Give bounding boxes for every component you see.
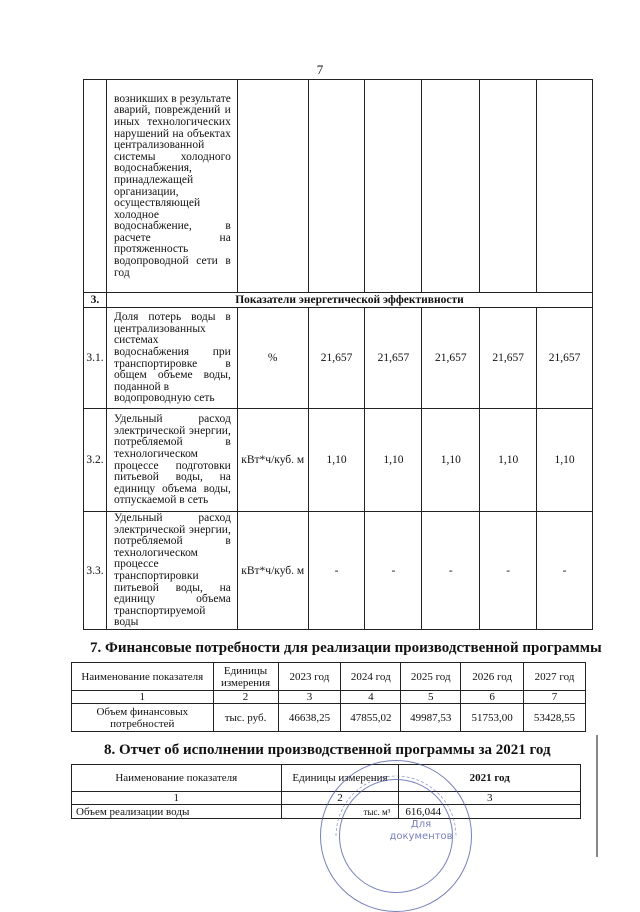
value-cell: 46638,25 <box>278 704 341 732</box>
column-header: 2027 год <box>524 663 586 691</box>
index-cell: 6 <box>461 691 524 704</box>
value-cell: - <box>537 512 593 630</box>
unit-cell: тыс. м³ <box>281 805 399 819</box>
value-cell: 47855,02 <box>341 704 401 732</box>
row-number: 3.3. <box>84 512 107 630</box>
column-header: 2026 год <box>461 663 524 691</box>
value-cell: 21,657 <box>422 308 480 409</box>
index-cell: 1 <box>72 792 282 805</box>
value-cell: 21,657 <box>537 308 593 409</box>
table-row <box>84 409 593 512</box>
table-row <box>72 704 586 732</box>
column-header: Единицы измерения <box>281 765 399 792</box>
value-cell: - <box>480 512 537 630</box>
value-cell: 1,10 <box>422 409 480 512</box>
section-7-heading: 7. Финансовые потребности для реализации производственной программы <box>90 640 602 656</box>
value-cell: 53428,55 <box>524 704 586 732</box>
value-cell: 51753,00 <box>461 704 524 732</box>
scan-edge-mark <box>596 735 598 857</box>
indicator-description: возникших в результате аварий, повреждений и иных технологических нарушений на объектах централизованной системы холодного водоснабжения, принадлежащей организации, осуществляющей холодное водоснабжение, в расчете на протяженность водопроводной сети в год <box>106 80 237 293</box>
stamp-center-text: Для документов <box>389 819 453 842</box>
value-cell: 1,10 <box>365 409 422 512</box>
unit-cell: тыс. руб. <box>213 704 278 732</box>
row-number-cell <box>84 80 107 293</box>
index-row <box>72 691 586 704</box>
table-header-row <box>72 663 586 691</box>
column-header: Единицы измерения <box>213 663 278 691</box>
section-8-heading: 8. Отчет об исполнении производственной программы за 2021 год <box>104 742 551 758</box>
section-3-row <box>84 293 593 308</box>
value-cell: 1,10 <box>537 409 593 512</box>
column-header: 2024 год <box>341 663 401 691</box>
value-cell: 616,044 <box>399 805 581 819</box>
indicator-description: Удельный расход электрической энергии, потребляемой в технологическом процессе транспортировки питьевой воды, на единицу объема транспортируемой воды <box>106 512 237 630</box>
row-number: 3.2. <box>84 409 107 512</box>
index-cell: 3 <box>399 792 581 805</box>
value-cell: 21,657 <box>480 308 537 409</box>
table-row <box>84 308 593 409</box>
value-cell: - <box>422 512 480 630</box>
indicators-table <box>83 79 593 630</box>
unit-cell: % <box>237 308 308 409</box>
value-cell: 21,657 <box>308 308 365 409</box>
indicator-name: Объем реализации воды <box>72 805 282 819</box>
indicator-description: Удельный расход электрической энергии, потребляемой в технологическом процессе подготовки питьевой воды, на единицу объема воды, отпускаемой в сеть <box>106 409 237 512</box>
section-title: Показатели энергетической эффективности <box>106 293 592 308</box>
index-cell: 7 <box>524 691 586 704</box>
column-header: Наименование показателя <box>72 663 214 691</box>
column-header: 2025 год <box>401 663 461 691</box>
organization-stamp <box>320 760 472 912</box>
value-cell: - <box>365 512 422 630</box>
value-cell: 1,10 <box>308 409 365 512</box>
value-cell: - <box>308 512 365 630</box>
table-row <box>84 512 593 630</box>
index-cell: 1 <box>72 691 214 704</box>
unit-cell: кВт*ч/куб. м <box>237 512 308 630</box>
page-number: 7 <box>316 62 324 77</box>
unit-cell: кВт*ч/куб. м <box>237 409 308 512</box>
indicator-name: Объем финансовых потребностей <box>72 704 214 732</box>
value-cell: 21,657 <box>365 308 422 409</box>
value-cell: 49987,53 <box>401 704 461 732</box>
index-cell: 2 <box>213 691 278 704</box>
index-cell: 5 <box>401 691 461 704</box>
financial-needs-table <box>71 662 586 732</box>
column-header: Наименование показателя <box>72 765 282 792</box>
index-cell: 4 <box>341 691 401 704</box>
table-row-continued <box>84 80 593 293</box>
row-number: 3.1. <box>84 308 107 409</box>
column-header: 2023 год <box>278 663 341 691</box>
index-cell: 3 <box>278 691 341 704</box>
index-cell: 2 <box>281 792 399 805</box>
section-number: 3. <box>84 293 107 308</box>
value-cell: 1,10 <box>480 409 537 512</box>
column-header: 2021 год <box>399 765 581 792</box>
indicator-description: Доля потерь воды в централизованных системах водоснабжения при транспортировке в общем объеме воды, поданной в водопроводную сеть <box>106 308 237 409</box>
